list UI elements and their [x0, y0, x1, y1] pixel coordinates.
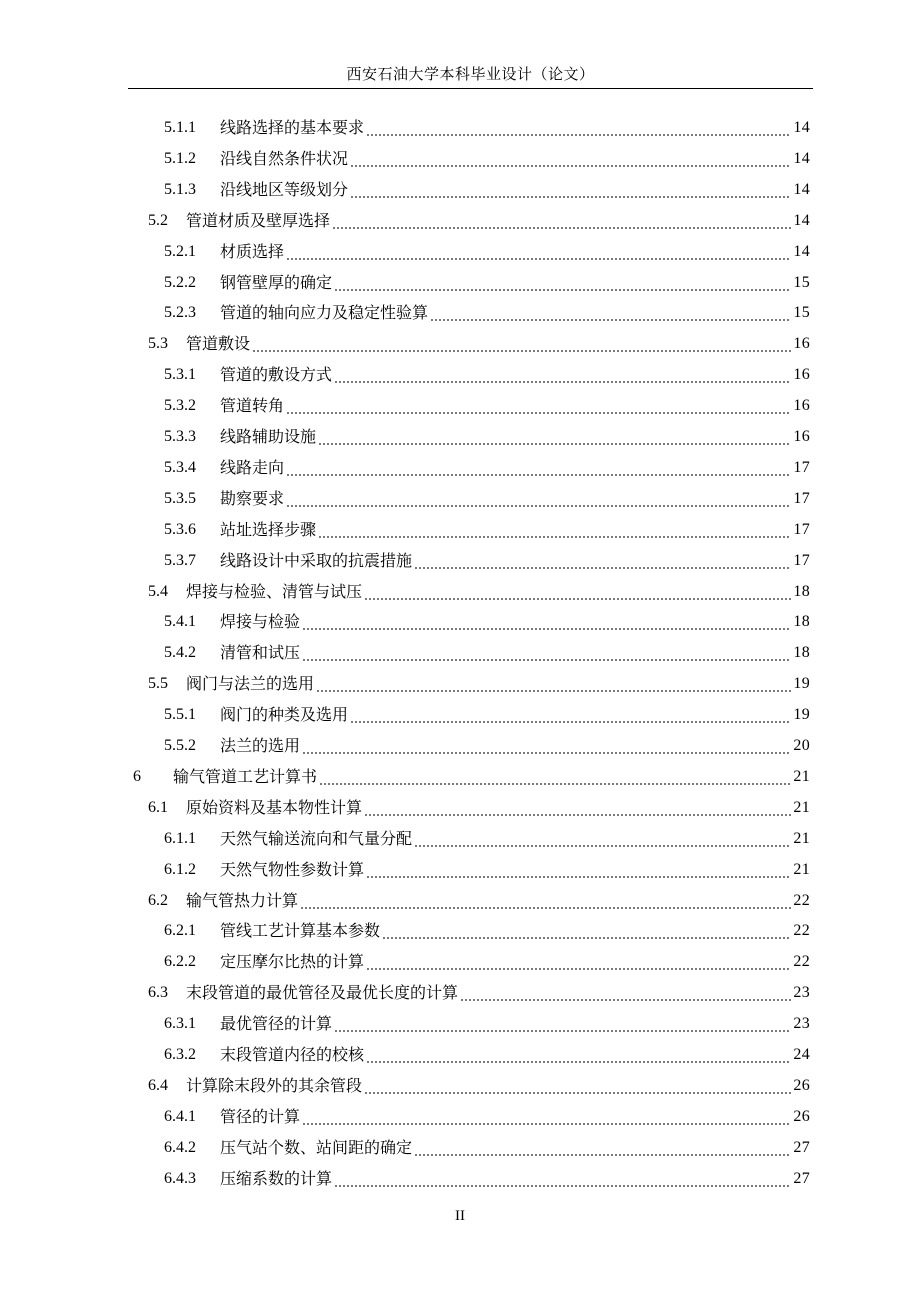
toc-entry-number: 6.1.1: [164, 829, 196, 847]
toc-dot-leader: [334, 1163, 791, 1194]
toc-entry-page: 27: [793, 1138, 810, 1156]
toc-entry-number: 6.2: [148, 891, 168, 909]
toc-entry-title: 末段管道的最优管径及最优长度的计算: [186, 983, 459, 1003]
toc-entry-page: 19: [793, 675, 810, 693]
toc-entry[interactable]: [164, 946, 810, 977]
toc-entry[interactable]: [164, 174, 810, 205]
toc-entry[interactable]: [164, 452, 810, 483]
toc-entry-number: 6.2.2: [164, 953, 196, 971]
toc-entry[interactable]: [148, 205, 810, 236]
toc-entry[interactable]: [148, 977, 810, 1008]
toc-entry[interactable]: [148, 885, 810, 916]
toc-dot-leader: [430, 297, 791, 328]
toc-entry-number: 5.3: [148, 335, 168, 353]
toc-entry-number: 6.4.2: [164, 1138, 196, 1156]
toc-entry[interactable]: [164, 823, 810, 854]
toc-entry-page: 22: [793, 953, 810, 971]
toc-entry-title: 管径的计算: [220, 1106, 301, 1126]
toc-entry-title: 输气管道工艺计算书: [173, 766, 318, 786]
toc-entry-title: 压缩系数的计算: [220, 1168, 333, 1188]
toc-entry[interactable]: [164, 545, 810, 576]
toc-entry-number: 6.3.1: [164, 1015, 196, 1033]
toc-entry[interactable]: [164, 637, 810, 668]
toc-entry-title: 阀门的种类及选用: [220, 705, 349, 725]
toc-entry-page: 16: [793, 366, 810, 384]
toc-entry-number: 5.4.2: [164, 644, 196, 662]
toc-entry-page: 27: [793, 1169, 810, 1187]
toc-dot-leader: [350, 699, 791, 730]
toc-entry-title: 末段管道内径的校核: [220, 1045, 365, 1064]
toc-entry-number: 5.4.1: [164, 613, 196, 631]
toc-entry-page: 20: [793, 737, 810, 754]
toc-entry-number: 5.5.2: [164, 737, 196, 754]
toc-dot-leader: [366, 112, 791, 143]
toc-entry-title: 线路走向: [220, 457, 285, 477]
toc-entry[interactable]: [148, 328, 810, 359]
toc-entry-title: 管线工艺计算基本参数: [220, 921, 381, 941]
toc-dot-leader: [414, 823, 791, 854]
toc-entry-number: 5.3.1: [164, 366, 196, 384]
toc-entry-title: 线路选择的基本要求: [220, 118, 365, 137]
toc-entry-page: 14: [793, 242, 810, 260]
toc-dot-leader: [318, 421, 791, 452]
toc-entry-number: 5.3.7: [164, 551, 196, 569]
toc-entry-number: 5.1.1: [164, 119, 196, 136]
toc-entry-title: 管道的敷设方式: [220, 365, 333, 385]
toc-entry-title: 焊接与检验: [220, 612, 301, 632]
toc-entry-page: 24: [793, 1046, 810, 1063]
toc-entry[interactable]: [164, 143, 810, 174]
toc-dot-leader: [364, 1070, 791, 1101]
toc-entry-page: 21: [793, 798, 810, 816]
toc-dot-leader: [460, 977, 791, 1008]
toc-entry-number: 5.2.2: [164, 273, 196, 291]
toc-dot-leader: [286, 236, 791, 267]
toc-entry[interactable]: [164, 606, 810, 637]
toc-entry-title: 天然气物性参数计算: [220, 859, 365, 879]
toc-entry-title: 线路辅助设施: [220, 427, 317, 446]
toc-entry[interactable]: [148, 576, 810, 607]
toc-entry-title: 管道材质及壁厚选择: [186, 210, 331, 230]
toc-dot-leader: [364, 792, 791, 823]
toc-entry-page: 15: [793, 273, 810, 291]
toc-entry-title: 定压摩尔比热的计算: [220, 952, 365, 972]
toc-entry[interactable]: [164, 421, 810, 452]
toc-entry-number: 5.2.3: [164, 304, 196, 322]
toc-entry-number: 5.3.6: [164, 520, 196, 538]
toc-entry-title: 材质选择: [220, 241, 285, 261]
toc-dot-leader: [302, 637, 791, 668]
toc-entry-page: 19: [793, 706, 810, 724]
toc-entry[interactable]: [164, 297, 810, 328]
toc-entry-page: 21: [793, 860, 810, 878]
running-header: 西安石油大学本科毕业设计（论文）: [346, 65, 595, 83]
toc-entry[interactable]: [164, 699, 810, 730]
toc-entry-page: 17: [793, 551, 810, 569]
toc-entry-title: 管道的轴向应力及稳定性验算: [220, 303, 429, 323]
toc-entry[interactable]: [164, 390, 810, 421]
toc-entry-number: 6.3.2: [164, 1046, 196, 1063]
toc-entry-page: 15: [793, 304, 810, 322]
toc-entry-number: 5.5.1: [164, 706, 196, 724]
toc-entry-title: 压气站个数、站间距的确定: [220, 1137, 413, 1157]
toc-entry[interactable]: [164, 112, 810, 143]
toc-dot-leader: [334, 1008, 791, 1039]
toc-entry[interactable]: [164, 854, 810, 885]
page-number: II: [455, 1208, 465, 1224]
toc-entry-number: 5.4: [148, 582, 168, 600]
toc-entry-title: 线路设计中采取的抗震措施: [220, 550, 413, 570]
toc-entry-title: 站址选择步骤: [220, 519, 317, 539]
toc-entry-page: 26: [793, 1107, 810, 1125]
toc-entry-page: 18: [793, 613, 810, 631]
toc-entry-number: 6.2.1: [164, 922, 196, 940]
toc-entry-title: 沿线地区等级划分: [220, 179, 349, 199]
toc-entry-page: 23: [793, 1015, 810, 1033]
toc-entry[interactable]: [164, 514, 810, 545]
toc-dot-leader: [366, 1039, 791, 1070]
toc-dot-leader: [286, 390, 791, 421]
toc-entry-title: 沿线自然条件状况: [220, 148, 349, 168]
toc-dot-leader: [302, 730, 791, 761]
toc-dot-leader: [286, 452, 791, 483]
toc-entry-title: 计算除末段外的其余管段: [186, 1075, 363, 1095]
toc-entry-page: 21: [793, 829, 810, 847]
toc-entry-page: 26: [793, 1076, 810, 1094]
toc-entry-title: 法兰的选用: [220, 736, 301, 755]
toc-dot-leader: [350, 143, 791, 174]
toc-entry-number: 5.1.2: [164, 149, 196, 167]
toc-entry[interactable]: [164, 1039, 810, 1070]
toc-entry-page: 14: [793, 119, 810, 136]
toc-entry[interactable]: [164, 236, 810, 267]
toc-entry-title: 钢管壁厚的确定: [220, 272, 333, 292]
toc-dot-leader: [302, 606, 791, 637]
toc-entry-page: 14: [793, 180, 810, 198]
toc-entry[interactable]: [164, 483, 810, 514]
toc-entry-page: 18: [793, 644, 810, 662]
toc-entry-number: 5.3.3: [164, 428, 196, 445]
toc-entry[interactable]: [164, 730, 810, 761]
toc-entry[interactable]: [148, 1070, 810, 1101]
toc-entry[interactable]: [164, 267, 810, 298]
toc-entry[interactable]: [164, 359, 810, 390]
toc-dot-leader: [316, 668, 791, 699]
toc-entry-page: 16: [793, 428, 810, 445]
toc-entry-number: 6.4: [148, 1076, 168, 1094]
toc-entry[interactable]: [164, 915, 810, 946]
toc-entry-page: 17: [793, 458, 810, 476]
toc-entry-page: 14: [793, 211, 810, 229]
toc-dot-leader: [300, 885, 791, 916]
toc-dot-leader: [366, 854, 791, 885]
toc-entry-number: 5.3.2: [164, 397, 196, 415]
toc-entry-title: 管道敷设: [186, 334, 251, 354]
toc-entry-title: 原始资料及基本物性计算: [186, 797, 363, 817]
toc-entry-title: 清管和试压: [220, 643, 301, 663]
toc-dot-leader: [414, 1132, 791, 1163]
toc-dot-leader: [366, 946, 791, 977]
toc-entry-title: 勘察要求: [220, 488, 285, 508]
toc-entry-number: 6.3: [148, 984, 168, 1002]
toc-dot-leader: [302, 1101, 791, 1132]
toc-entry-number: 6.1.2: [164, 860, 196, 878]
toc-dot-leader: [382, 915, 791, 946]
toc-entry[interactable]: [133, 761, 810, 792]
toc-dot-leader: [252, 328, 791, 359]
toc-entry-page: 16: [793, 397, 810, 415]
toc-dot-leader: [286, 483, 791, 514]
toc-entry-title: 天然气输送流向和气量分配: [220, 828, 413, 848]
toc-entry-page: 17: [793, 520, 810, 538]
toc-entry-number: 5.1.3: [164, 180, 196, 198]
toc-entry-number: 5.5: [148, 675, 168, 693]
toc-entry-page: 23: [793, 984, 810, 1002]
toc-entry[interactable]: [164, 1132, 810, 1163]
toc-entry-page: 22: [793, 922, 810, 940]
toc-entry-title: 最优管径的计算: [220, 1014, 333, 1034]
toc-dot-leader: [364, 576, 791, 607]
toc-entry[interactable]: [148, 668, 810, 699]
toc-entry-number: 5.2: [148, 211, 168, 229]
toc-entry-title: 焊接与检验、清管与试压: [186, 581, 363, 601]
toc-entry-page: 21: [793, 767, 810, 785]
toc-entry[interactable]: [164, 1101, 810, 1132]
toc-entry-number: 6.4.1: [164, 1107, 196, 1125]
toc-entry-page: 14: [793, 149, 810, 167]
toc-entry[interactable]: [164, 1163, 810, 1194]
toc-entry[interactable]: [148, 792, 810, 823]
toc-dot-leader: [319, 761, 791, 792]
toc-entry-title: 阀门与法兰的选用: [186, 674, 315, 694]
toc-dot-leader: [334, 267, 791, 298]
toc-entry-page: 18: [793, 582, 810, 600]
toc-entry-number: 6.4.3: [164, 1169, 196, 1187]
toc-entry-number: 5.3.5: [164, 489, 196, 507]
toc-entry-page: 22: [793, 891, 810, 909]
toc-entry-number: 5.2.1: [164, 242, 196, 260]
toc-entry-number: 5.3.4: [164, 458, 196, 476]
toc-dot-leader: [332, 205, 791, 236]
toc-entry-title: 输气管热力计算: [186, 890, 299, 910]
header-divider: [128, 88, 813, 89]
toc-dot-leader: [334, 359, 791, 390]
toc-entry-page: 17: [793, 489, 810, 507]
toc-entry-number: 6.1: [148, 798, 168, 816]
toc-entry-page: 16: [793, 335, 810, 353]
toc-dot-leader: [414, 545, 791, 576]
toc-entry[interactable]: [164, 1008, 810, 1039]
toc-dot-leader: [350, 174, 791, 205]
toc-entry-number: 6: [133, 767, 141, 785]
toc-dot-leader: [318, 514, 791, 545]
toc-entry-title: 管道转角: [220, 396, 285, 416]
